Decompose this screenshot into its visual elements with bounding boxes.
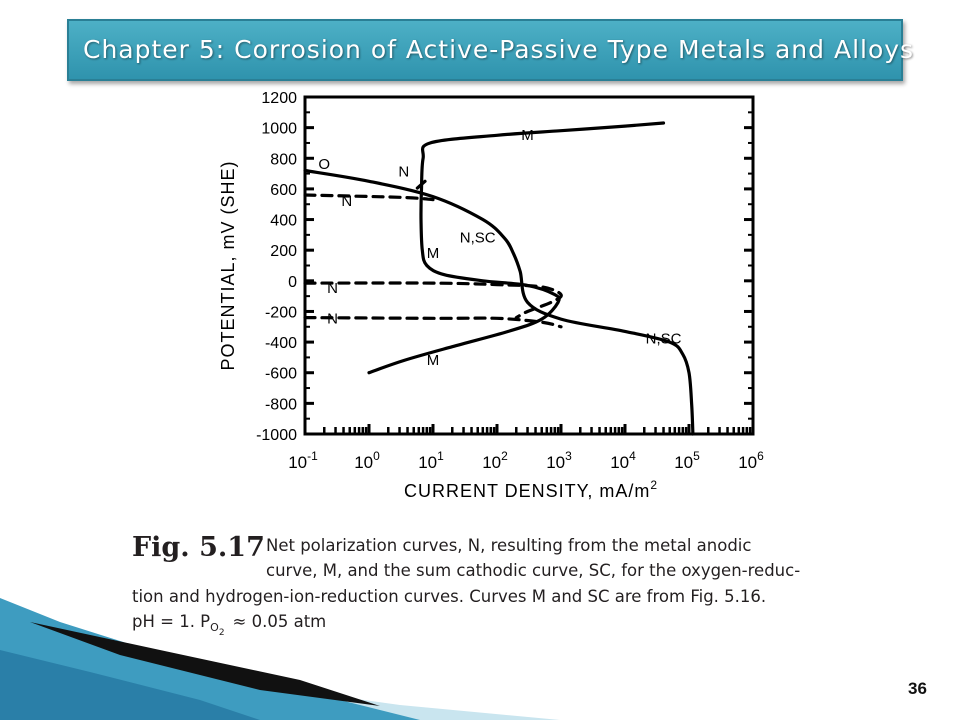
x-axis-label: CURRENT DENSITY, $mA/m^2$ — [403, 478, 659, 501]
curve-label: N — [341, 192, 353, 210]
curve-label: N,SC — [459, 229, 496, 247]
curve-label: M — [426, 352, 440, 370]
y-tick-label: 1000 — [261, 120, 297, 138]
x-tick-label: $10^3$ — [546, 449, 572, 472]
caption-ph-text: pH = 1. P — [132, 612, 211, 631]
curve-label: N — [327, 310, 339, 328]
y-tick-label: -1000 — [256, 427, 297, 444]
y-tick-label: -200 — [264, 304, 297, 322]
curve-label: N — [398, 163, 410, 181]
curve-label: N — [327, 280, 339, 298]
y-tick-label: -600 — [264, 365, 297, 383]
y-tick-label: -800 — [264, 396, 297, 414]
x-tick-label: $10^0$ — [354, 449, 380, 472]
x-tick-label: $10^6$ — [738, 449, 764, 472]
y-tick-label: 200 — [270, 243, 297, 261]
page-number: 36 — [908, 679, 927, 698]
caption-line-3: tion and hydrogen-ion-reduction curves. Curves M and SC are from Fig. 5.16. — [132, 587, 767, 606]
caption-line-2: curve, M, and the sum cathodic curve, SC, for the oxygen-reduc- — [266, 561, 801, 580]
slide-title: Chapter 5: Corrosion of Active-Passive Type Metals and Alloys — [83, 35, 915, 64]
caption-line-1: Net polarization curves, N, resulting from the metal anodic — [266, 536, 752, 555]
y-axis-label: POTENTIAL, mV (SHE) — [218, 160, 238, 371]
x-tick-label: $10^{-1}$ — [288, 449, 318, 472]
caption-line-4 — [132, 612, 327, 638]
series-line — [305, 171, 693, 435]
curve-label: O — [318, 155, 331, 173]
series-line — [369, 123, 664, 373]
caption-ph-tail: ≈ 0.05 atm — [232, 612, 327, 631]
y-tick-label: 1200 — [261, 90, 297, 107]
y-tick-label: 400 — [270, 212, 297, 230]
x-tick-label: $10^2$ — [482, 449, 508, 472]
x-tick-label: $10^5$ — [674, 449, 700, 472]
plot-frame — [305, 97, 753, 434]
curve-label: N,SC — [645, 330, 682, 348]
caption-ph-subsubscript: 2 — [218, 628, 225, 638]
figure-label: Fig. 5.17 — [132, 532, 265, 563]
y-tick-label: 0 — [288, 273, 297, 291]
caption-ph-subscript: O — [210, 621, 219, 634]
x-tick-label: $10^1$ — [418, 449, 444, 472]
x-tick-label: $10^4$ — [610, 449, 636, 472]
y-tick-label: 600 — [270, 181, 297, 199]
series-line — [305, 195, 433, 200]
curve-label: M — [521, 126, 534, 144]
y-tick-label: -400 — [264, 335, 297, 353]
y-tick-label: 800 — [270, 151, 297, 169]
curve-label: M — [426, 244, 440, 262]
